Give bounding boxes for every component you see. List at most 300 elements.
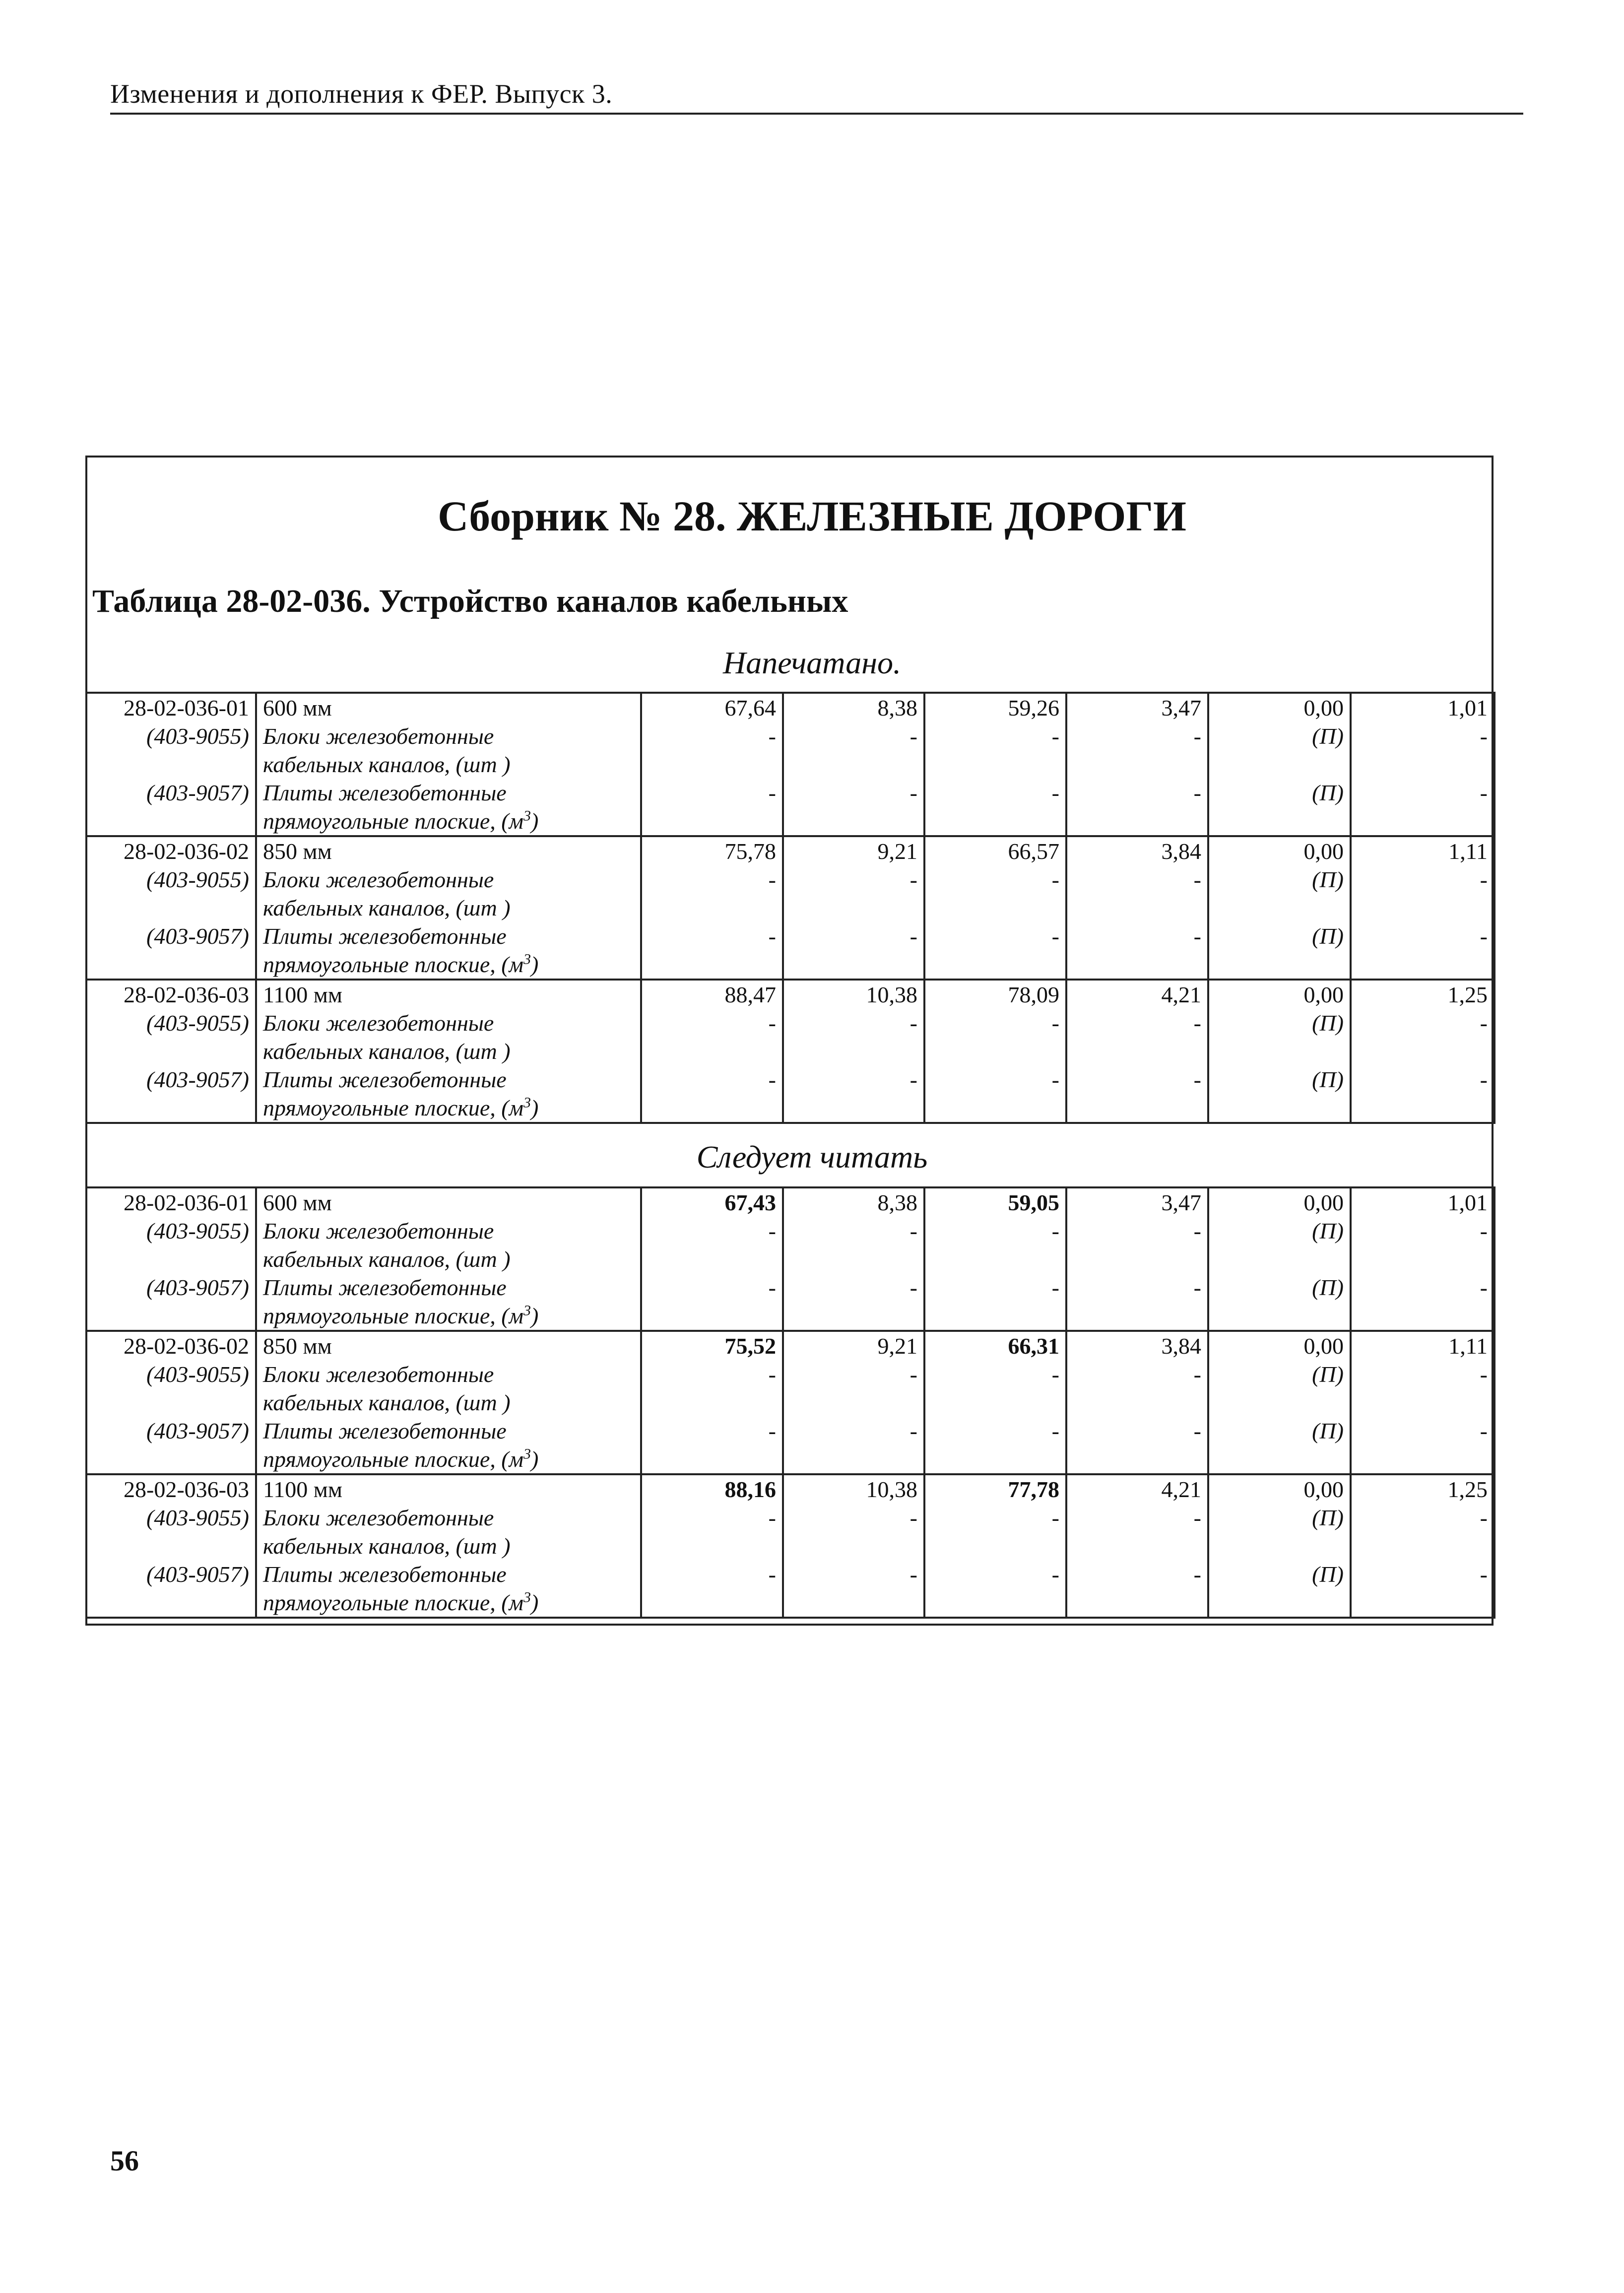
empty-cell bbox=[1208, 1245, 1351, 1273]
rate-value: 4,21 bbox=[1066, 1474, 1208, 1504]
resource-row bbox=[86, 865, 1494, 894]
resource-value: - bbox=[924, 1504, 1066, 1532]
empty-cell bbox=[1351, 1588, 1494, 1618]
unit-close-paren: ) bbox=[530, 1303, 539, 1328]
resource-value: (П) bbox=[1208, 1065, 1351, 1094]
resource-row-continued bbox=[86, 750, 1494, 779]
table-row bbox=[86, 693, 1494, 722]
empty-cell bbox=[1066, 1094, 1208, 1123]
resource-value: - bbox=[783, 1360, 924, 1388]
resource-value: - bbox=[641, 1065, 783, 1094]
resource-value: (П) bbox=[1208, 779, 1351, 807]
empty-cell bbox=[1066, 807, 1208, 836]
empty-cell bbox=[641, 1302, 783, 1331]
table-row bbox=[86, 836, 1494, 865]
resource-value: - bbox=[1066, 1065, 1208, 1094]
resource-value: - bbox=[783, 1217, 924, 1245]
rate-name: 600 мм bbox=[256, 693, 641, 722]
rate-value: 9,21 bbox=[783, 836, 924, 865]
rate-name: 600 мм bbox=[256, 1187, 641, 1217]
resource-name-line bbox=[256, 1532, 641, 1560]
resource-unit-text: прямоугольные плоские, (м bbox=[263, 1446, 523, 1472]
unit-superscript: 3 bbox=[523, 807, 531, 824]
empty-cell bbox=[1066, 750, 1208, 779]
unit-close-paren: ) bbox=[530, 1095, 539, 1120]
empty-cell bbox=[86, 807, 256, 836]
resource-value: - bbox=[1066, 1560, 1208, 1588]
resource-name-line bbox=[256, 1094, 641, 1123]
rate-value: 78,09 bbox=[924, 980, 1066, 1009]
resource-row-continued bbox=[86, 1588, 1494, 1618]
empty-cell bbox=[924, 1037, 1066, 1065]
table-row bbox=[86, 1331, 1494, 1360]
resource-value: - bbox=[924, 1009, 1066, 1037]
rate-value: 66,57 bbox=[924, 836, 1066, 865]
header-rule bbox=[110, 113, 1523, 115]
resource-value: - bbox=[1066, 1504, 1208, 1532]
resource-row-continued bbox=[86, 807, 1494, 836]
empty-cell bbox=[783, 1245, 924, 1273]
resource-value: - bbox=[1351, 865, 1494, 894]
empty-cell bbox=[86, 1302, 256, 1331]
empty-cell bbox=[86, 1388, 256, 1417]
empty-cell bbox=[1066, 1245, 1208, 1273]
table-row bbox=[86, 1187, 1494, 1217]
empty-cell bbox=[86, 894, 256, 922]
unit-close-paren: ) bbox=[530, 1446, 539, 1472]
resource-row-continued bbox=[86, 1302, 1494, 1331]
resource-value: - bbox=[1066, 922, 1208, 950]
resource-value: - bbox=[1351, 922, 1494, 950]
resource-value: - bbox=[1066, 1360, 1208, 1388]
rate-value: 3,47 bbox=[1066, 693, 1208, 722]
resource-code: (403-9057) bbox=[86, 1560, 256, 1588]
empty-cell bbox=[924, 1245, 1066, 1273]
empty-cell bbox=[924, 750, 1066, 779]
resource-row bbox=[86, 1273, 1494, 1302]
empty-cell bbox=[924, 1588, 1066, 1618]
printed-values-table bbox=[85, 692, 1495, 1124]
resource-unit-text: прямоугольные плоские, (м bbox=[263, 952, 523, 977]
resource-row-continued bbox=[86, 894, 1494, 922]
empty-cell bbox=[641, 894, 783, 922]
rate-value: 67,64 bbox=[641, 693, 783, 722]
resource-value: - bbox=[641, 922, 783, 950]
rate-value: 1,25 bbox=[1351, 1474, 1494, 1504]
resource-name-line: Блоки железобетонные bbox=[256, 722, 641, 750]
rate-name: 850 мм bbox=[256, 1331, 641, 1360]
resource-value: (П) bbox=[1208, 1417, 1351, 1445]
empty-cell bbox=[1066, 1388, 1208, 1417]
resource-row-continued bbox=[86, 1094, 1494, 1123]
resource-value: - bbox=[1351, 779, 1494, 807]
rate-value: 3,84 bbox=[1066, 1331, 1208, 1360]
resource-value: (П) bbox=[1208, 1009, 1351, 1037]
printed-values-body bbox=[86, 693, 1494, 1123]
rate-value: 0,00 bbox=[1208, 1474, 1351, 1504]
resource-value: - bbox=[924, 865, 1066, 894]
resource-value: - bbox=[783, 1009, 924, 1037]
resource-value: - bbox=[783, 1504, 924, 1532]
resource-value: (П) bbox=[1208, 1504, 1351, 1532]
resource-code: (403-9057) bbox=[86, 922, 256, 950]
resource-name-line bbox=[256, 1302, 641, 1331]
rate-value: 0,00 bbox=[1208, 836, 1351, 865]
unit-superscript: 3 bbox=[523, 951, 531, 968]
resource-value: - bbox=[641, 1009, 783, 1037]
empty-cell bbox=[86, 1532, 256, 1560]
resource-value: - bbox=[924, 922, 1066, 950]
empty-cell bbox=[924, 1302, 1066, 1331]
rate-value: 0,00 bbox=[1208, 980, 1351, 1009]
resource-value: - bbox=[1351, 1360, 1494, 1388]
resource-unit-text: кабельных каналов, (шт ) bbox=[263, 1390, 511, 1415]
resource-code: (403-9055) bbox=[86, 865, 256, 894]
resource-code: (403-9055) bbox=[86, 722, 256, 750]
resource-value: - bbox=[1351, 1273, 1494, 1302]
resource-value: - bbox=[1066, 779, 1208, 807]
rate-value: 88,47 bbox=[641, 980, 783, 1009]
empty-cell bbox=[1066, 1588, 1208, 1618]
empty-cell bbox=[1351, 1445, 1494, 1474]
empty-cell bbox=[1208, 1037, 1351, 1065]
rate-value: 67,43 bbox=[641, 1187, 783, 1217]
resource-value: - bbox=[924, 1217, 1066, 1245]
resource-value: - bbox=[924, 1560, 1066, 1588]
empty-cell bbox=[1208, 1094, 1351, 1123]
resource-value: - bbox=[1066, 1009, 1208, 1037]
resource-row bbox=[86, 1504, 1494, 1532]
resource-name-line bbox=[256, 1388, 641, 1417]
rate-code: 28-02-036-02 bbox=[86, 836, 256, 865]
empty-cell bbox=[924, 1445, 1066, 1474]
resource-row-continued bbox=[86, 1037, 1494, 1065]
rate-name: 1100 мм bbox=[256, 1474, 641, 1504]
rate-value: 0,00 bbox=[1208, 693, 1351, 722]
resource-row-continued bbox=[86, 1445, 1494, 1474]
unit-superscript: 3 bbox=[523, 1302, 531, 1319]
resource-name-line bbox=[256, 950, 641, 980]
resource-code: (403-9055) bbox=[86, 1009, 256, 1037]
empty-cell bbox=[783, 1388, 924, 1417]
section-label-corrected: Следует читать bbox=[696, 1139, 928, 1175]
resource-unit-text: кабельных каналов, (шт ) bbox=[263, 1039, 511, 1064]
corrected-values-body bbox=[86, 1187, 1494, 1618]
resource-row bbox=[86, 1065, 1494, 1094]
table-title: Таблица 28-02-036. Устройство каналов кабельных bbox=[92, 583, 848, 619]
resource-code: (403-9057) bbox=[86, 1065, 256, 1094]
empty-cell bbox=[924, 950, 1066, 980]
empty-cell bbox=[783, 1588, 924, 1618]
resource-name-line bbox=[256, 894, 641, 922]
empty-cell bbox=[1351, 1302, 1494, 1331]
empty-cell bbox=[641, 750, 783, 779]
resource-name-line: Плиты железобетонные bbox=[256, 1065, 641, 1094]
resource-name-line bbox=[256, 1445, 641, 1474]
resource-unit-text: кабельных каналов, (шт ) bbox=[263, 1246, 511, 1272]
empty-cell bbox=[924, 1532, 1066, 1560]
empty-cell bbox=[783, 750, 924, 779]
unit-superscript: 3 bbox=[523, 1094, 531, 1111]
empty-cell bbox=[641, 1445, 783, 1474]
resource-row bbox=[86, 1360, 1494, 1388]
empty-cell bbox=[783, 950, 924, 980]
empty-cell bbox=[1208, 894, 1351, 922]
empty-cell bbox=[641, 950, 783, 980]
resource-value: - bbox=[924, 779, 1066, 807]
resource-unit-text: прямоугольные плоские, (м bbox=[263, 808, 523, 834]
resource-value: - bbox=[1351, 1504, 1494, 1532]
unit-superscript: 3 bbox=[523, 1589, 531, 1606]
table-row bbox=[86, 980, 1494, 1009]
resource-row bbox=[86, 1417, 1494, 1445]
empty-cell bbox=[1351, 750, 1494, 779]
resource-name-line bbox=[256, 1588, 641, 1618]
empty-cell bbox=[1208, 1588, 1351, 1618]
rate-value: 10,38 bbox=[783, 980, 924, 1009]
resource-unit-text: прямоугольные плоские, (м bbox=[263, 1590, 523, 1615]
resource-value: (П) bbox=[1208, 1560, 1351, 1588]
resource-unit-text: прямоугольные плоские, (м bbox=[263, 1095, 523, 1120]
empty-cell bbox=[1351, 1037, 1494, 1065]
resource-value: - bbox=[924, 1417, 1066, 1445]
rate-name: 1100 мм bbox=[256, 980, 641, 1009]
resource-name-line: Блоки железобетонные bbox=[256, 1360, 641, 1388]
resource-name-line: Плиты железобетонные bbox=[256, 922, 641, 950]
empty-cell bbox=[1066, 950, 1208, 980]
rate-value: 3,47 bbox=[1066, 1187, 1208, 1217]
empty-cell bbox=[641, 1037, 783, 1065]
rate-value: 1,01 bbox=[1351, 693, 1494, 722]
empty-cell bbox=[86, 950, 256, 980]
resource-value: (П) bbox=[1208, 722, 1351, 750]
rate-code: 28-02-036-01 bbox=[86, 1187, 256, 1217]
rate-value: 9,21 bbox=[783, 1331, 924, 1360]
empty-cell bbox=[1351, 1094, 1494, 1123]
resource-value: - bbox=[924, 722, 1066, 750]
empty-cell bbox=[1351, 894, 1494, 922]
resource-value: - bbox=[783, 779, 924, 807]
empty-cell bbox=[1208, 1445, 1351, 1474]
resource-row bbox=[86, 779, 1494, 807]
resource-row bbox=[86, 1560, 1494, 1588]
empty-cell bbox=[1066, 894, 1208, 922]
resource-value: (П) bbox=[1208, 922, 1351, 950]
rate-code: 28-02-036-02 bbox=[86, 1331, 256, 1360]
resource-value: - bbox=[783, 922, 924, 950]
rate-value: 1,11 bbox=[1351, 1331, 1494, 1360]
resource-value: (П) bbox=[1208, 1217, 1351, 1245]
empty-cell bbox=[1351, 807, 1494, 836]
empty-cell bbox=[86, 750, 256, 779]
rate-value: 8,38 bbox=[783, 693, 924, 722]
empty-cell bbox=[1066, 1037, 1208, 1065]
empty-cell bbox=[1351, 1532, 1494, 1560]
empty-cell bbox=[86, 1094, 256, 1123]
rate-value: 1,01 bbox=[1351, 1187, 1494, 1217]
resource-name-line: Плиты железобетонные bbox=[256, 1560, 641, 1588]
resource-value: - bbox=[641, 779, 783, 807]
rate-value: 75,52 bbox=[641, 1331, 783, 1360]
empty-cell bbox=[86, 1445, 256, 1474]
resource-value: - bbox=[783, 722, 924, 750]
resource-value: - bbox=[1351, 1217, 1494, 1245]
resource-name-line: Блоки железобетонные bbox=[256, 865, 641, 894]
resource-value: - bbox=[641, 722, 783, 750]
empty-cell bbox=[783, 807, 924, 836]
empty-cell bbox=[783, 894, 924, 922]
resource-name-line: Плиты железобетонные bbox=[256, 779, 641, 807]
empty-cell bbox=[1066, 1445, 1208, 1474]
empty-cell bbox=[641, 807, 783, 836]
resource-code: (403-9055) bbox=[86, 1360, 256, 1388]
resource-value: - bbox=[641, 1560, 783, 1588]
rate-value: 8,38 bbox=[783, 1187, 924, 1217]
resource-value: - bbox=[641, 865, 783, 894]
resource-value: - bbox=[924, 1360, 1066, 1388]
resource-row bbox=[86, 922, 1494, 950]
resource-row-continued bbox=[86, 950, 1494, 980]
corrected-values-table bbox=[85, 1186, 1495, 1619]
resource-value: - bbox=[1066, 865, 1208, 894]
resource-row bbox=[86, 1009, 1494, 1037]
rate-value: 0,00 bbox=[1208, 1187, 1351, 1217]
resource-name-line bbox=[256, 750, 641, 779]
resource-name-line: Блоки железобетонные bbox=[256, 1217, 641, 1245]
empty-cell bbox=[641, 1588, 783, 1618]
resource-value: - bbox=[1066, 722, 1208, 750]
resource-row bbox=[86, 1217, 1494, 1245]
resource-value: - bbox=[641, 1504, 783, 1532]
resource-unit-text: кабельных каналов, (шт ) bbox=[263, 752, 511, 777]
resource-code: (403-9057) bbox=[86, 1417, 256, 1445]
page-number: 56 bbox=[110, 2145, 139, 2177]
resource-code: (403-9057) bbox=[86, 779, 256, 807]
empty-cell bbox=[86, 1588, 256, 1618]
rate-code: 28-02-036-01 bbox=[86, 693, 256, 722]
rate-value: 59,26 bbox=[924, 693, 1066, 722]
rate-value: 1,25 bbox=[1351, 980, 1494, 1009]
resource-value: - bbox=[641, 1360, 783, 1388]
rate-name: 850 мм bbox=[256, 836, 641, 865]
resource-row bbox=[86, 722, 1494, 750]
table-row bbox=[86, 1474, 1494, 1504]
empty-cell bbox=[783, 1445, 924, 1474]
collection-title: Сборник № 28. ЖЕЛЕЗНЫЕ ДОРОГИ bbox=[438, 492, 1186, 540]
resource-value: (П) bbox=[1208, 1360, 1351, 1388]
unit-close-paren: ) bbox=[530, 1590, 539, 1615]
rate-value: 4,21 bbox=[1066, 980, 1208, 1009]
resource-name-line: Плиты железобетонные bbox=[256, 1417, 641, 1445]
empty-cell bbox=[783, 1302, 924, 1331]
empty-cell bbox=[641, 1094, 783, 1123]
rate-value: 3,84 bbox=[1066, 836, 1208, 865]
empty-cell bbox=[86, 1037, 256, 1065]
resource-value: - bbox=[641, 1273, 783, 1302]
empty-cell bbox=[86, 1245, 256, 1273]
resource-value: - bbox=[783, 1417, 924, 1445]
resource-row-continued bbox=[86, 1245, 1494, 1273]
resource-value: - bbox=[641, 1217, 783, 1245]
empty-cell bbox=[924, 807, 1066, 836]
resource-value: - bbox=[924, 1273, 1066, 1302]
rate-value: 88,16 bbox=[641, 1474, 783, 1504]
empty-cell bbox=[1351, 1388, 1494, 1417]
resource-unit-text: кабельных каналов, (шт ) bbox=[263, 1533, 511, 1559]
rate-value: 0,00 bbox=[1208, 1331, 1351, 1360]
empty-cell bbox=[1208, 1302, 1351, 1331]
resource-value: - bbox=[1066, 1217, 1208, 1245]
resource-value: - bbox=[1066, 1417, 1208, 1445]
resource-value: - bbox=[1351, 1065, 1494, 1094]
rate-value: 1,11 bbox=[1351, 836, 1494, 865]
empty-cell bbox=[924, 1388, 1066, 1417]
empty-cell bbox=[1208, 807, 1351, 836]
unit-superscript: 3 bbox=[523, 1445, 531, 1462]
resource-value: - bbox=[783, 1273, 924, 1302]
empty-cell bbox=[1066, 1532, 1208, 1560]
resource-value: - bbox=[1351, 722, 1494, 750]
resource-value: - bbox=[1351, 1560, 1494, 1588]
resource-code: (403-9055) bbox=[86, 1504, 256, 1532]
empty-cell bbox=[1351, 1245, 1494, 1273]
resource-value: - bbox=[1066, 1273, 1208, 1302]
resource-value: - bbox=[1351, 1417, 1494, 1445]
rate-value: 10,38 bbox=[783, 1474, 924, 1504]
rate-value: 75,78 bbox=[641, 836, 783, 865]
empty-cell bbox=[1208, 750, 1351, 779]
empty-cell bbox=[1066, 1302, 1208, 1331]
section-label-printed: Напечатано. bbox=[722, 645, 902, 680]
empty-cell bbox=[641, 1532, 783, 1560]
resource-value: - bbox=[924, 1065, 1066, 1094]
resource-value: (П) bbox=[1208, 865, 1351, 894]
empty-cell bbox=[1208, 950, 1351, 980]
empty-cell bbox=[1351, 950, 1494, 980]
rate-value: 77,78 bbox=[924, 1474, 1066, 1504]
rate-value: 66,31 bbox=[924, 1331, 1066, 1360]
resource-value: (П) bbox=[1208, 1273, 1351, 1302]
resource-row-continued bbox=[86, 1532, 1494, 1560]
resource-name-line: Блоки железобетонные bbox=[256, 1009, 641, 1037]
resource-name-line bbox=[256, 807, 641, 836]
rate-value: 59,05 bbox=[924, 1187, 1066, 1217]
unit-close-paren: ) bbox=[530, 952, 539, 977]
empty-cell bbox=[1208, 1388, 1351, 1417]
empty-cell bbox=[924, 894, 1066, 922]
resource-value: - bbox=[641, 1417, 783, 1445]
empty-cell bbox=[783, 1037, 924, 1065]
rate-code: 28-02-036-03 bbox=[86, 980, 256, 1009]
resource-value: - bbox=[783, 865, 924, 894]
empty-cell bbox=[1208, 1532, 1351, 1560]
empty-cell bbox=[641, 1388, 783, 1417]
resource-value: - bbox=[783, 1560, 924, 1588]
resource-code: (403-9057) bbox=[86, 1273, 256, 1302]
resource-unit-text: кабельных каналов, (шт ) bbox=[263, 895, 511, 920]
empty-cell bbox=[783, 1094, 924, 1123]
empty-cell bbox=[924, 1094, 1066, 1123]
resource-name-line: Блоки железобетонные bbox=[256, 1504, 641, 1532]
resource-code: (403-9055) bbox=[86, 1217, 256, 1245]
unit-close-paren: ) bbox=[530, 808, 539, 834]
empty-cell bbox=[783, 1532, 924, 1560]
resource-row-continued bbox=[86, 1388, 1494, 1417]
resource-value: - bbox=[783, 1065, 924, 1094]
resource-unit-text: прямоугольные плоские, (м bbox=[263, 1303, 523, 1328]
resource-name-line: Плиты железобетонные bbox=[256, 1273, 641, 1302]
resource-name-line bbox=[256, 1245, 641, 1273]
